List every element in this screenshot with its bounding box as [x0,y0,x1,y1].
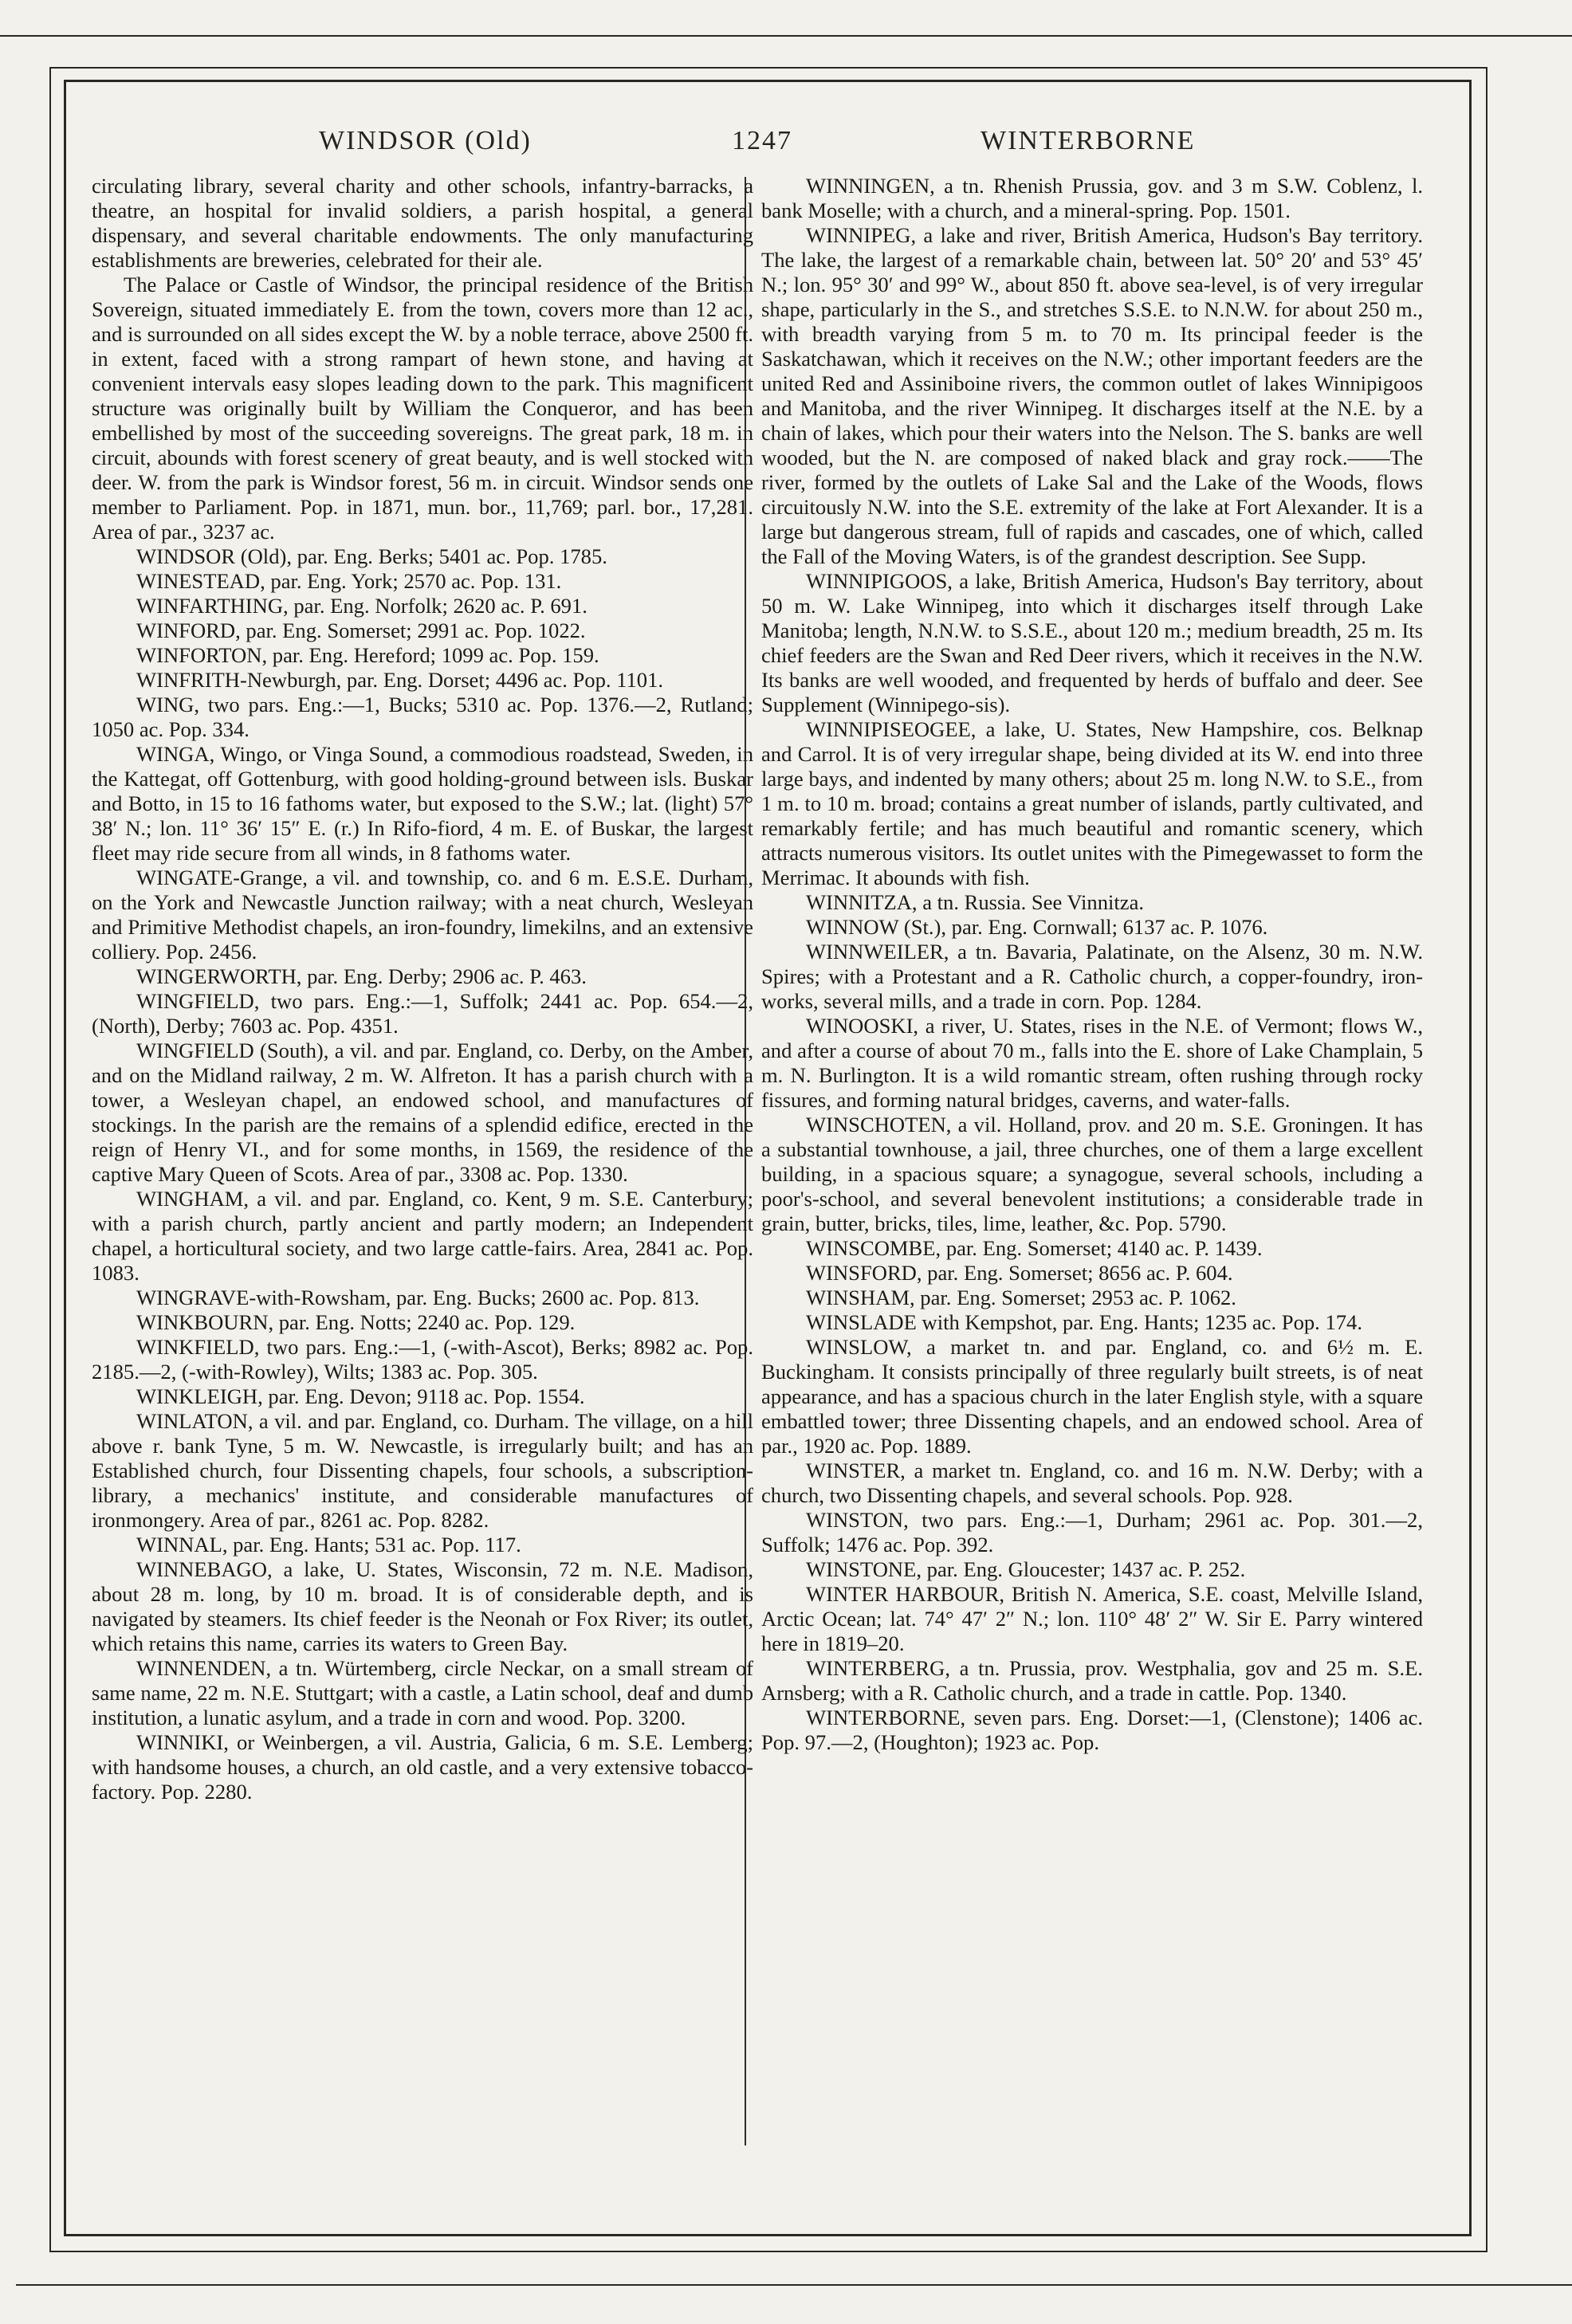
entry: WINFORTON, par. Eng. Hereford; 1099 ac. Pop. 159. [136,643,599,667]
top-rule [0,35,1572,37]
entry: The Palace or Castle of Windsor, the principal residence of the British Sovereign, situated immediately E. from the town, covers more than 12 ac., and is surrounded on all sides except the W. by a noble terrace, above 2500 ft. in extent, faced with a strong rampart of hewn stone, and having at convenient intervals easy slopes leading down to the park. This magnificent structure was originally built by William the Conqueror, and has been embellished by most of the succeeding sovereigns. The great park, 18 m. in circuit, abounds with forest scenery of great beauty, and is well stocked with deer. W. from the park is Windsor forest, 56 m. in circuit. Windsor sends one member to Parliament. Pop. in 1871, mun. bor., 11,769; parl. bor., 17,281. Area of par., 3237 ac. [92,273,753,544]
entry: WINSHAM, par. Eng. Somerset; 2953 ac. P. 1062. [806,1286,1236,1309]
entry: WING, two pars. Eng.:—1, Bucks; 5310 ac. Pop. 1376.—2, Rutland; 1050 ac. Pop. 334. [92,693,753,741]
entry: WINNITZA, a tn. Russia. See Vinnitza. [806,890,1145,914]
entry: WINLATON, a vil. and par. England, co. Durham. The village, on a hill above r. bank Tyne, 5 m. W. Newcastle, is irregularly built; and has an Established church, four Dissenting chapels, four schools, a subscription-library, a mechanics' institute, and considerable manufactures of ironmongery. Area of par., 8261 ac. Pop. 8282. [92,1409,753,1532]
entry: WINSCOMBE, par. Eng. Somerset; 4140 ac. P. 1439. [806,1236,1263,1260]
entry: WINKBOURN, par. Eng. Notts; 2240 ac. Pop. 129. [136,1310,576,1334]
entry: WINNEBAGO, a lake, U. States, Wisconsin, 72 m. N.E. Madison, about 28 m. long, by 10 m. broad. It is of considerable depth, and is navigated by steamers. Its chief feeder is the Neonah or Fox River; its outlet, which retains this name, carries its waters to Green Bay. [92,1557,753,1655]
entry: WINOOSKI, a river, U. States, rises in the N.E. of Vermont; flows W., and after a course of about 70 m., falls into the E. shore of Lake Champlain, 5 m. N. Burlington. It is a wild romantic stream, often rushing through rocky fissures, and forming natural bridges, caverns, and water-falls. [761,1014,1423,1112]
page-number: 1247 [732,126,792,155]
entry: WINNIPISEOGEE, a lake, U. States, New Hampshire, cos. Belknap and Carrol. It is of very irregular shape, being divided at its W. end into three large bays, and indented by many others; about 25 m. long N.W. to S.E., from 1 m. to 10 m. broad; contains a great number of islands, partly cultivated, and remarkably fertile; and has much beautiful and romantic scenery, which attracts numerous visitors. Its outlet unites with the Pimegewasset to form the Merrimac. It abounds with fish. [761,717,1423,889]
left-column [92,174,753,1804]
entry: WINNIPEG, a lake and river, British America, Hudson's Bay territory. The lake, the largest of a remarkable chain, between lat. 50° 20′ and 53° 45′ N.; lon. 95° 30′ and 99° W., about 850 ft. above sea-level, is of very irregular shape, particularly in the S., and stretches S.S.E. to N.N.W. for about 250 m., with breadth varying from 5 m. to 70 m. Its principal feeder is the Saskatchawan, which it receives on the N.W.; other important feeders are the united Red and Assiniboine rivers, the common outlet of lakes Winnipigoos and Manitoba, and the river Winnipeg. It discharges itself at the N.E. by a chain of lakes, which pour their waters into the Nelson. The S. banks are well wooded, but the N. are composed of naked black and gray rock.——The river, formed by the outlets of Lake Sal and the Lake of the Woods, flows circuitously N.W. into the S.E. extremity of the lake at Fort Alexander. It is a large but dangerous stream, full of rapids and cascades, one of which, called the Fall of the Moving Waters, is of the grandest description. See Supp. [761,223,1423,568]
entry: WINNENDEN, a tn. Würtemberg, circle Neckar, on a small stream of same name, 22 m. N.E. Stuttgart; with a castle, a Latin school, deaf and dumb institution, a lunatic asylum, and a trade in corn and wood. Pop. 3200. [92,1656,753,1729]
entry: WINSFORD, par. Eng. Somerset; 8656 ac. P. 604. [806,1261,1233,1285]
entry: WINNIPIGOOS, a lake, British America, Hudson's Bay territory, about 50 m. W. Lake Winnipeg, into which it discharges itself through Lake Manitoba; length, N.N.W. to S.S.E., about 120 m.; medium breadth, 25 m. Its chief feeders are the Swan and Red Deer rivers, which it receives in the N.W. Its banks are well wooded, and frequented by herds of buffalo and deer. See Supplement (Winnipego-sis). [761,569,1423,716]
running-head-left: WINDSOR (Old) [319,126,532,155]
entry: WINGA, Wingo, or Vinga Sound, a commodious roadstead, Sweden, in the Kattegat, off Gottenburg, with good holding-ground between isls. Buskar and Botto, in 15 to 16 fathoms water, but exposed to the S.W.; lat. (light) 57° 38′ N.; lon. 11° 36′ 15″ E. (r.) In Rifo-fiord, 4 m. E. of Buskar, the largest fleet may ride secure from all winds, in 8 fathoms water. [92,742,753,865]
entry: circulating library, several charity and other schools, infantry-barracks, a theatre, an hospital for invalid soldiers, a parish hospital, a general dispensary, and several charitable endowments. The only manufacturing establishments are breweries, celebrated for their ale. [92,174,753,272]
entry: WINESTEAD, par. Eng. York; 2570 ac. Pop. 131. [136,569,562,593]
entry: WINTER HARBOUR, British N. America, S.E. coast, Melville Island, Arctic Ocean; lat. 74° 47′ 2″ N.; lon. 110° 48′ 2″ W. Sir E. Parry wintered here in 1819–20. [761,1582,1423,1655]
entry: WINGFIELD, two pars. Eng.:—1, Suffolk; 2441 ac. Pop. 654.—2, (North), Derby; 7603 ac. Pop. 4351. [92,989,753,1038]
entry: WINGFIELD (South), a vil. and par. England, co. Derby, on the Amber, and on the Midland railway, 2 m. W. Alfreton. It has a parish church with a tower, a Wesleyan chapel, an endowed school, and manufactures of stockings. In the parish are the remains of a splendid edifice, erected in the reign of Henry VI., and for some months, in 1569, the residence of the captive Mary Queen of Scots. Area of par., 3308 ac. Pop. 1330. [92,1038,753,1186]
entry: WINFORD, par. Eng. Somerset; 2991 ac. Pop. 1022. [136,618,586,642]
entry: WINFRITH-Newburgh, par. Eng. Dorset; 4496 ac. Pop. 1101. [136,668,664,692]
entry: WINDSOR (Old), par. Eng. Berks; 5401 ac. Pop. 1785. [136,544,607,568]
entry: WINNINGEN, a tn. Rhenish Prussia, gov. and 3 m S.W. Coblenz, l. bank Moselle; with a church, and a mineral-spring. Pop. 1501. [761,174,1423,222]
entry: WINGATE-Grange, a vil. and township, co. and 6 m. E.S.E. Durham, on the York and Newcastle Junction railway; with a neat church, Wesleyan and Primitive Methodist chapels, an iron-foundry, limekilns, and an extensive colliery. Pop. 2456. [92,866,753,964]
entry: WINGHAM, a vil. and par. England, co. Kent, 9 m. S.E. Canterbury; with a parish church, partly ancient and partly modern; an Independent chapel, a horticultural society, and two large cattle-fairs. Area, 2841 ac. Pop. 1083. [92,1187,753,1285]
entry: WINGRAVE-with-Rowsham, par. Eng. Bucks; 2600 ac. Pop. 813. [136,1286,700,1309]
entry: WINSLOW, a market tn. and par. England, co. and 6½ m. E. Buckingham. It consists principally of three regularly built streets, is of neat appearance, and has a spacious church in the later English style, with a square embattled tower; three Dissenting chapels, and an endowed school. Area of par., 1920 ac. Pop. 1889. [761,1335,1423,1458]
entry: WINSCHOTEN, a vil. Holland, prov. and 20 m. S.E. Groningen. It has a substantial townhouse, a jail, three churches, one of them a large excellent building, in a spacious square; a synagogue, several schools, including a poor's-school, and several benevolent institutions; a considerable trade in grain, butter, bricks, tiles, lime, leather, &c. Pop. 5790. [761,1113,1423,1235]
running-head-right: WINTERBORNE [981,126,1196,155]
entry: WINGERWORTH, par. Eng. Derby; 2906 ac. P. 463. [136,964,587,988]
entry: WINNWEILER, a tn. Bavaria, Palatinate, on the Alsenz, 30 m. N.W. Spires; with a Protestant and a R. Catholic church, a copper-foundry, iron-works, several mills, and a trade in corn. Pop. 1284. [761,940,1423,1013]
entry: WINSTER, a market tn. England, co. and 16 m. N.W. Derby; with a church, two Dissenting chapels, and several schools. Pop. 928. [761,1458,1423,1507]
entry: WINNIKI, or Weinbergen, a vil. Austria, Galicia, 6 m. S.E. Lemberg; with handsome houses, a church, an old castle, and a very extensive tobacco-factory. Pop. 2280. [92,1730,753,1804]
entry: WINSTON, two pars. Eng.:—1, Durham; 2961 ac. Pop. 301.—2, Suffolk; 1476 ac. Pop. 392. [761,1508,1423,1557]
entry: WINSLADE with Kempshot, par. Eng. Hants; 1235 ac. Pop. 174. [806,1310,1363,1334]
entry: WINNAL, par. Eng. Hants; 531 ac. Pop. 117. [136,1533,521,1557]
entry: WINNOW (St.), par. Eng. Cornwall; 6137 ac. P. 1076. [806,915,1268,939]
entry: WINKLEIGH, par. Eng. Devon; 9118 ac. Pop. 1554. [136,1384,585,1408]
bottom-rule [16,2284,1572,2286]
entry: WINFARTHING, par. Eng. Norfolk; 2620 ac. P. 691. [136,594,588,618]
right-column [761,174,1423,1755]
entry: WINKFIELD, two pars. Eng.:—1, (-with-Ascot), Berks; 8982 ac. Pop. 2185.—2, (-with-Rowley), Wilts; 1383 ac. Pop. 305. [92,1335,753,1384]
entry: WINTERBERG, a tn. Prussia, prov. Westphalia, gov and 25 m. S.E. Arnsberg; with a R. Catholic church, and a trade in cattle. Pop. 1340. [761,1656,1423,1705]
entry: WINSTONE, par. Eng. Gloucester; 1437 ac. P. 252. [806,1557,1246,1581]
entry: WINTERBORNE, seven pars. Eng. Dorset:—1, (Clenstone); 1406 ac. Pop. 97.—2, (Houghton); 1923 ac. Pop. [761,1706,1423,1754]
